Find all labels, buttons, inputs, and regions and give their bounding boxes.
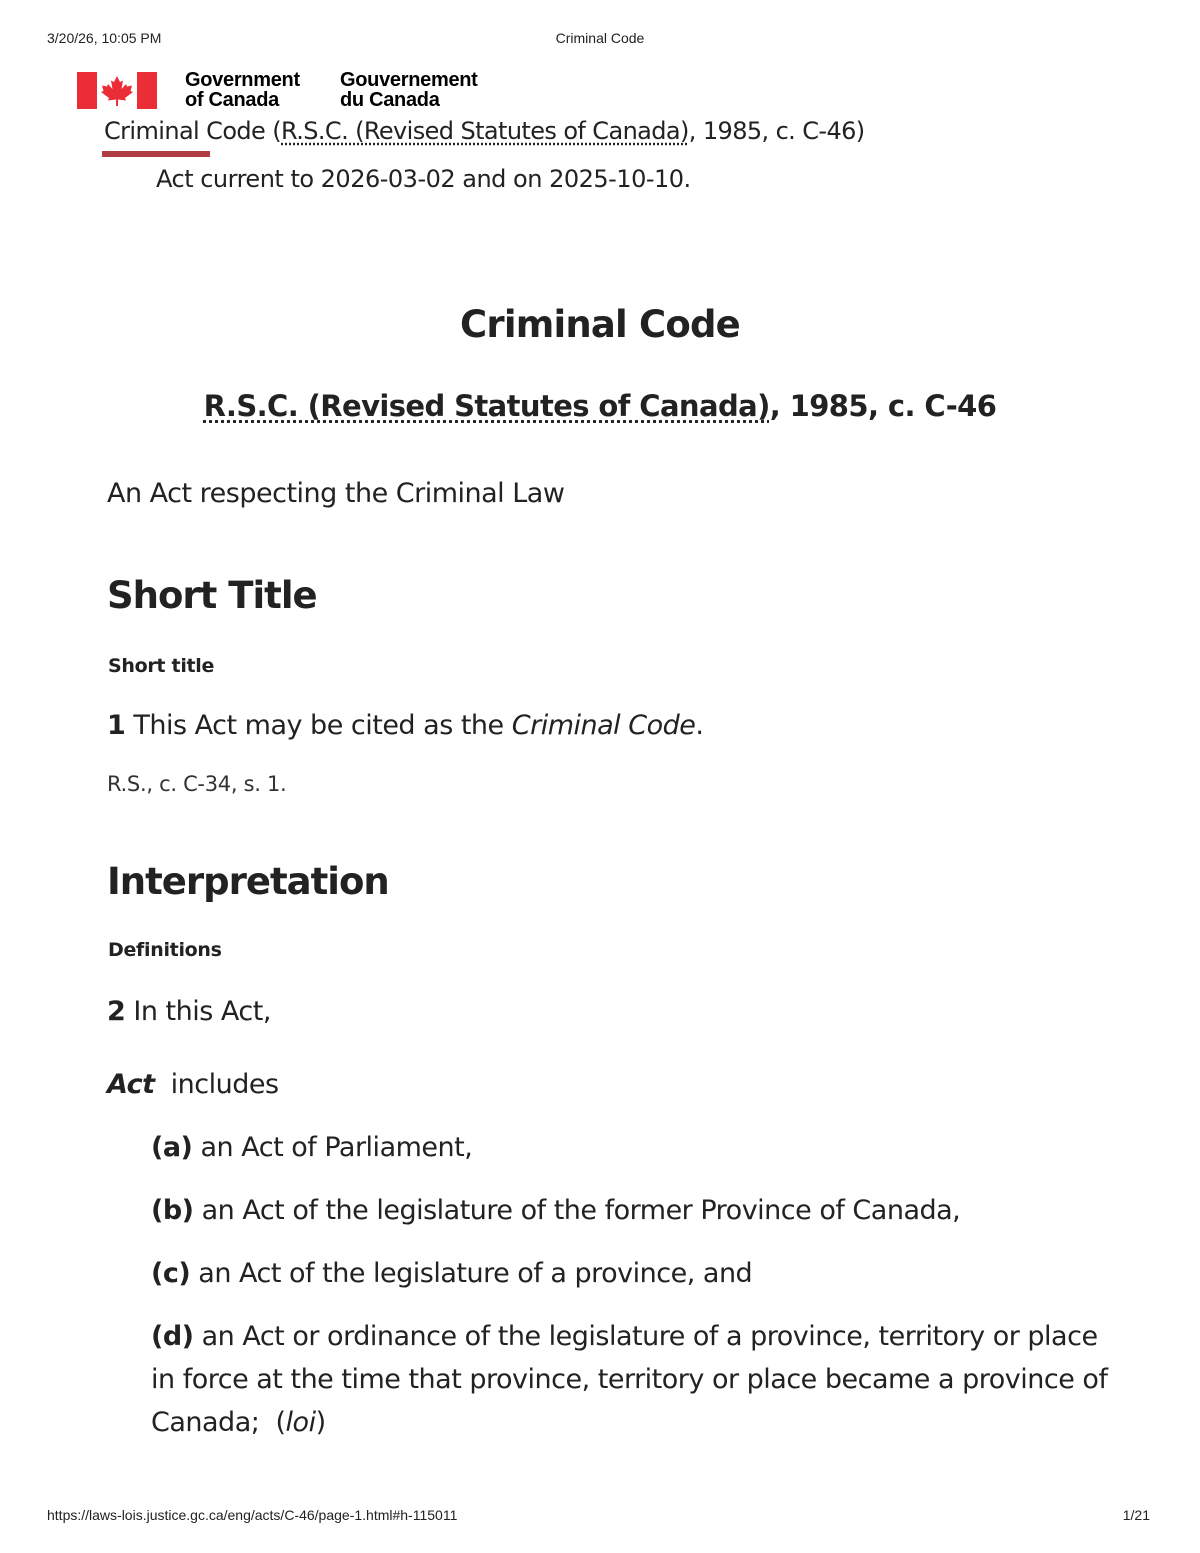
act-title-rest: , 1985, c. C-46) [688,117,865,145]
item-text: an Act of the legislature of the former Province of Canada, [193,1195,961,1226]
heading-interpretation: Interpretation [107,860,389,903]
canada-flag-icon [77,72,157,109]
print-footer [0,1507,1200,1525]
definition-item-d [151,1315,1116,1444]
item-label: (b) [151,1195,194,1226]
logo-en-line1: Government [185,69,300,91]
definition-act [107,1069,279,1100]
print-url: https://laws-lois.justice.gc.ca/eng/acts/C-46/page-1.html#h-115011 [47,1507,458,1523]
print-page-number: 1/21 [1122,1507,1150,1523]
section-2-number: 2 [107,996,126,1027]
print-header [0,30,1200,48]
marginal-note-definitions: Definitions [108,939,222,961]
print-datetime: 3/20/26, 10:05 PM [47,30,162,46]
definition-term: Act [107,1069,155,1100]
definition-text: includes [154,1069,279,1100]
section-1-number: 1 [107,710,126,741]
section-1 [107,710,703,741]
long-title: An Act respecting the Criminal Law [107,478,565,509]
definition-item-b [151,1189,960,1232]
currency-statement: Act current to 2026-03-02 and on 2025-10-10. [156,165,691,193]
logo-fr-line2: du Canada [340,89,440,111]
item-label: (c) [151,1258,191,1289]
citation-abbreviation[interactable]: R.S.C. (Revised Statutes of Canada) [203,389,770,423]
section-1-text: This Act may be cited as the [125,710,512,741]
act-title-header [104,117,865,145]
definition-item-a [151,1126,472,1169]
marginal-note-short-title: Short title [108,655,215,677]
item-text: an Act of the legislature of a province, and [190,1258,753,1289]
title-accent-bar [102,151,210,157]
logo-wordmark-english [185,70,300,110]
item-label: (d) [151,1321,194,1352]
definition-item-c [151,1252,752,1295]
item-text: an Act of Parliament, [192,1132,473,1163]
french-term-link[interactable]: loi [285,1407,316,1438]
act-title-abbreviation[interactable]: R.S.C. (Revised Statutes of Canada) [281,117,689,145]
logo-wordmark-french [340,70,478,110]
section-1-italic: Criminal Code [511,710,696,741]
print-page-title: Criminal Code [555,30,645,46]
section-1-end: . [695,710,704,741]
act-citation [0,389,1200,423]
act-title-open: ( [265,117,281,145]
logo-fr-line1: Gouvernement [340,69,478,91]
item-label: (a) [151,1132,193,1163]
section-1-history: R.S., c. C-34, s. 1. [107,772,287,796]
act-title-name: Criminal Code [104,117,266,145]
french-term-close: ) [315,1407,326,1438]
heading-short-title: Short Title [107,574,317,617]
logo-en-line2: of Canada [185,89,279,111]
item-text: an Act or ordinance of the legislature of a province, territory or place in force at the time that province, territory or place became a province of Canada; ( [151,1321,1116,1438]
page-title: Criminal Code [460,303,740,346]
citation-rest: , 1985, c. C-46 [769,389,997,423]
section-2 [107,996,271,1027]
section-2-text: In this Act, [125,996,271,1027]
